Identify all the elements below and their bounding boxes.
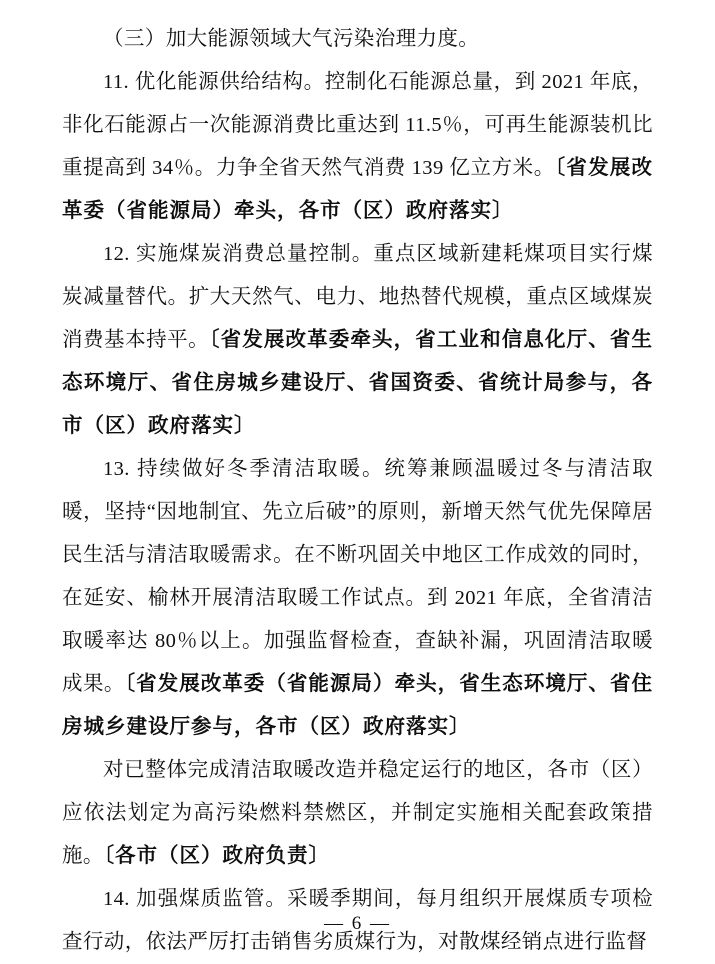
- paragraph-item-11: [62, 61, 653, 233]
- paragraph-item-13-extra: [62, 749, 653, 878]
- item-13-text: 13. 持续做好冬季清洁取暖。统筹兼顾温暖过冬与清洁取暖，坚持“因地制宜、先立后破”的原则，新增天然气优先保障居民生活与清洁取暖需求。在不断巩固关中地区工作成效的同时，在延安、榆林开展清洁取暖工作试点。到 2021 年底，全省清洁取暖率达 80％以上。加强监督检查，查缺补漏，巩固清洁取暖成果。: [62, 458, 653, 695]
- section-heading: （三）加大能源领域大气污染治理力度。: [103, 28, 480, 50]
- item-13-extra-responsible-unit: 〔各市（区）政府负责〕: [103, 845, 331, 867]
- item-12-text: 12. 实施煤炭消费总量控制。重点区域新建耗煤项目实行煤炭减量替代。扩大天然气、电力、地热替代规模，重点区域煤炭消费基本持平。: [62, 243, 653, 351]
- item-12-responsible-unit: 〔省发展改革委牵头，省工业和信息化厅、省生态环境厅、省住房城乡建设厅、省国资委、省统计局参与，各市（区）政府落实〕: [62, 329, 653, 437]
- item-13-responsible-unit: 〔省发展改革委（省能源局）牵头，省生态环境厅、省住房城乡建设厅参与，各市（区）政府落实〕: [62, 673, 654, 738]
- item-11-text: 11. 优化能源供给结构。控制化石能源总量，到 2021 年底，非化石能源占一次能源消费比重达到 11.5％，可再生能源装机比重提高到 34％。力争全省天然气消费 139 亿立方米。: [62, 71, 653, 179]
- page-number-footer: — 6 —: [324, 913, 391, 934]
- item-11-responsible-unit: 〔省发展改革委（省能源局）牵头，各市（区）政府落实〕: [62, 157, 654, 222]
- paragraph-item-14: 14. 加强煤质监管。采暖季期间，每月组织开展煤质专项检查行动，依法严厉打击销售劣质煤行为，对散煤经销点进行监督: [62, 888, 653, 953]
- document-body: [62, 18, 653, 964]
- paragraph-item-12: [62, 233, 653, 448]
- item-13-extra-text: 对已整体完成清洁取暖改造并稳定运行的地区，各市（区）应依法划定为高污染燃料禁燃区，并制定实施相关配套政策措施。: [62, 759, 653, 867]
- paragraph-item-13: [62, 448, 653, 749]
